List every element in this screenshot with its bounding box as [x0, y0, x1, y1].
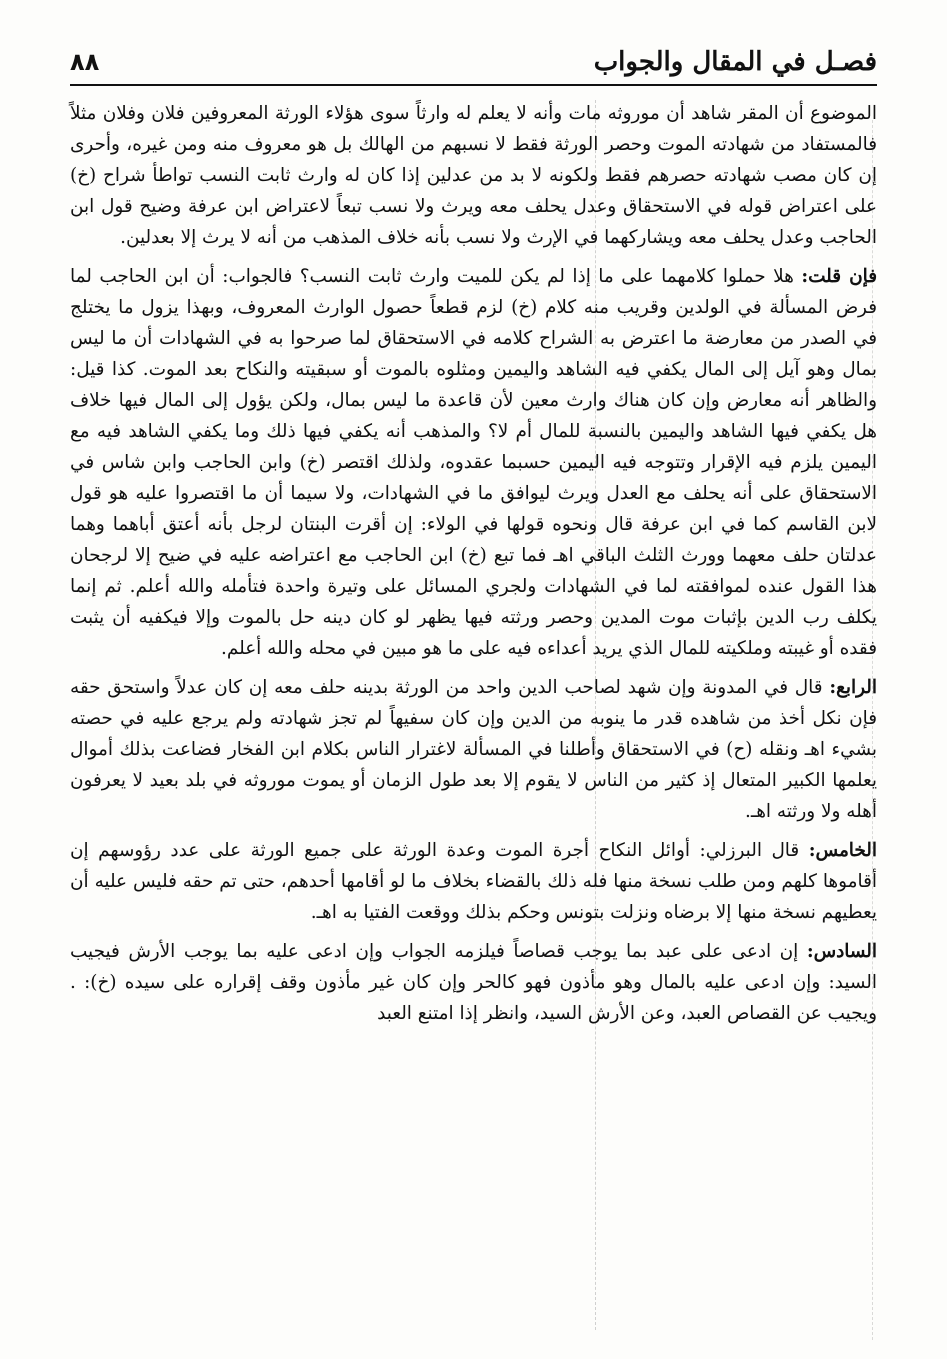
paragraph-text: قال البرزلي: أوائل النكاح أجرة الموت وعدة الورثة على جميع الورثة على عدد رؤوسهم إن أقاموها كلهم ومن طلب نسخة منها فله ذلك بالقضاء بخلاف ما لو أقامها أحدهم، حتى تم حقه فليس عليه أن يعطيهم نسخة منها إلا برضاه ونزلت بتونس وحكم بذلك ووقعت الفتيا به اهـ.: [70, 840, 877, 923]
paragraph-lead: فإن قلت:: [801, 266, 877, 287]
paragraph-text: هلا حملوا كلامهما على ما إذا لم يكن للميت وارث ثابت النسب؟ فالجواب: أن ابن الحاجب لما فرض المسألة في الولدين وقريب منه كلام (خ) لزم قطعاً حصول الوارث المعروف، وبهذا يزول ما يختلج في الصدر من معارضة ما اعترض به الشراح كلامه في الاستحقاق لما صرحوا به في الشهادات أن ما ليس بمال وهو آيل إلى المال يكفي فيه الشاهد واليمين ومثلوه بالموت أو سبقيته والنكاح بعد الموت. كذا قيل: والظاهر أنه معارض وإن كان هناك وارث معين لأن قاعدة ما ليس بمال، ولكن يؤول إلى المال فيها خلاف هل يكفي فيها الشاهد واليمين بالنسبة للمال أم لا؟ والمذهب أنه يكفي فيها ذلك وما يكفي الشاهد فيه مع اليمين يلزم فيه الإقرار وتتوجه فيه اليمين حسبما عقدوه، ولذلك اقتصر (خ) وابن الحاجب وابن شاس في الاستحقاق على أنه يحلف مع العدل ويرث ليوافق ما في الشهادات، ولا سيما أن ما اقتصروا عليه هو قول لابن القاسم كما في ابن عرفة قال ونحوه قولها في الولاء: إن أقرت البنتان لرجل بأنه أعتق أباهما وهما عدلتان حلف معهما وورث الثلث الباقي اهـ فما تبع (خ) ابن الحاجب مع اعتراضه عليه في ضيح إلا لرجحان هذا القول عنده لموافقته لما في الشهادات ولجري المسائل على وتيرة واحدة فتأمله والله أعلم. ثم إنما يكلف رب الدين بإثبات موت المدين وحصر ورثته فيها يظهر لو كان دينه حل بالموت وإلا فيكفيه أن يثبت فقده أو غيبته وملكيته للمال الذي يريد أعداءه فيه على ما هو مبين في محله والله أعلم.: [70, 266, 877, 659]
paragraph-objection: [70, 261, 877, 664]
paragraph-sixth: [70, 936, 877, 1029]
page-body: [70, 98, 877, 1029]
paragraph-fourth: [70, 672, 877, 827]
paragraph-text: قال في المدونة وإن شهد لصاحب الدين واحد من الورثة بدينه حلف معه إن كان عدلاً واستحق حقه فإن نكل أخذ من شاهده قدر ما ينوبه من الدين وإن كان سفيهاً لم تجز شهادته ولم يرجع عليه في حصته بشيء اهـ ونقله (ح) في الاستحقاق وأطلنا في المسألة لاغترار الناس بكلام ابن الفخار فضاعت بذلك أموال يعلمها الكبير المتعال إذ كثير من الناس لا يقوم إلا بعد طول الزمان أو يموت موروثه في بلد بعيد لا يعرفون أهله ولا ورثته اهـ.: [70, 677, 877, 822]
running-title: فصـل في المقال والجواب: [593, 47, 877, 77]
paragraph-text: الموضوع أن المقر شاهد أن موروثه مات وأنه لا يعلم له وارثاً سوى هؤلاء الورثة المعروفين فلان وفلان مثلاً فالمستفاد من شهادته الموت وحصر الورثة فقط لا نسبهم من الهالك بل هو معروف منه ومن غيره، وأحرى إن كان مصب شهادته حصرهم فقط ولكونه لا بد من عدلين إذا كان له وارث ثابت النسب تواطأ شراح (خ) على اعتراض قوله في الاستحقاق وعدل يحلف معه ويرث ولا نسب تبعاً لاعتراض ابن عرفة وضيح قول ابن الحاجب وعدل يحلف معه ويشاركهما في الإرث ولا نسب بأنه خلاف المذهب من أنه لا يرث إلا بعدلين.: [70, 103, 877, 248]
paragraph-lead: الخامس:: [808, 840, 877, 861]
paragraph-lead: السادس:: [806, 941, 877, 962]
paragraph-lead: الرابع:: [829, 677, 877, 698]
page-header: [70, 40, 877, 86]
page-number: ٨٨: [70, 48, 100, 76]
paragraph-fifth: [70, 835, 877, 928]
paragraph-continuation: [70, 98, 877, 253]
paragraph-text: إن ادعى على عبد بما يوجب قصاصاً فيلزمه الجواب وإن ادعى عليه بما يوجب الأرش فيجيب السيد: وإن ادعى عليه بالمال وهو مأذون فهو كالحر وإن كان غير مأذون وقف إقراره على سيده (خ): . ويجيب عن القصاص العبد، وعن الأرش السيد، وانظر إذا امتنع العبد: [70, 941, 877, 1024]
